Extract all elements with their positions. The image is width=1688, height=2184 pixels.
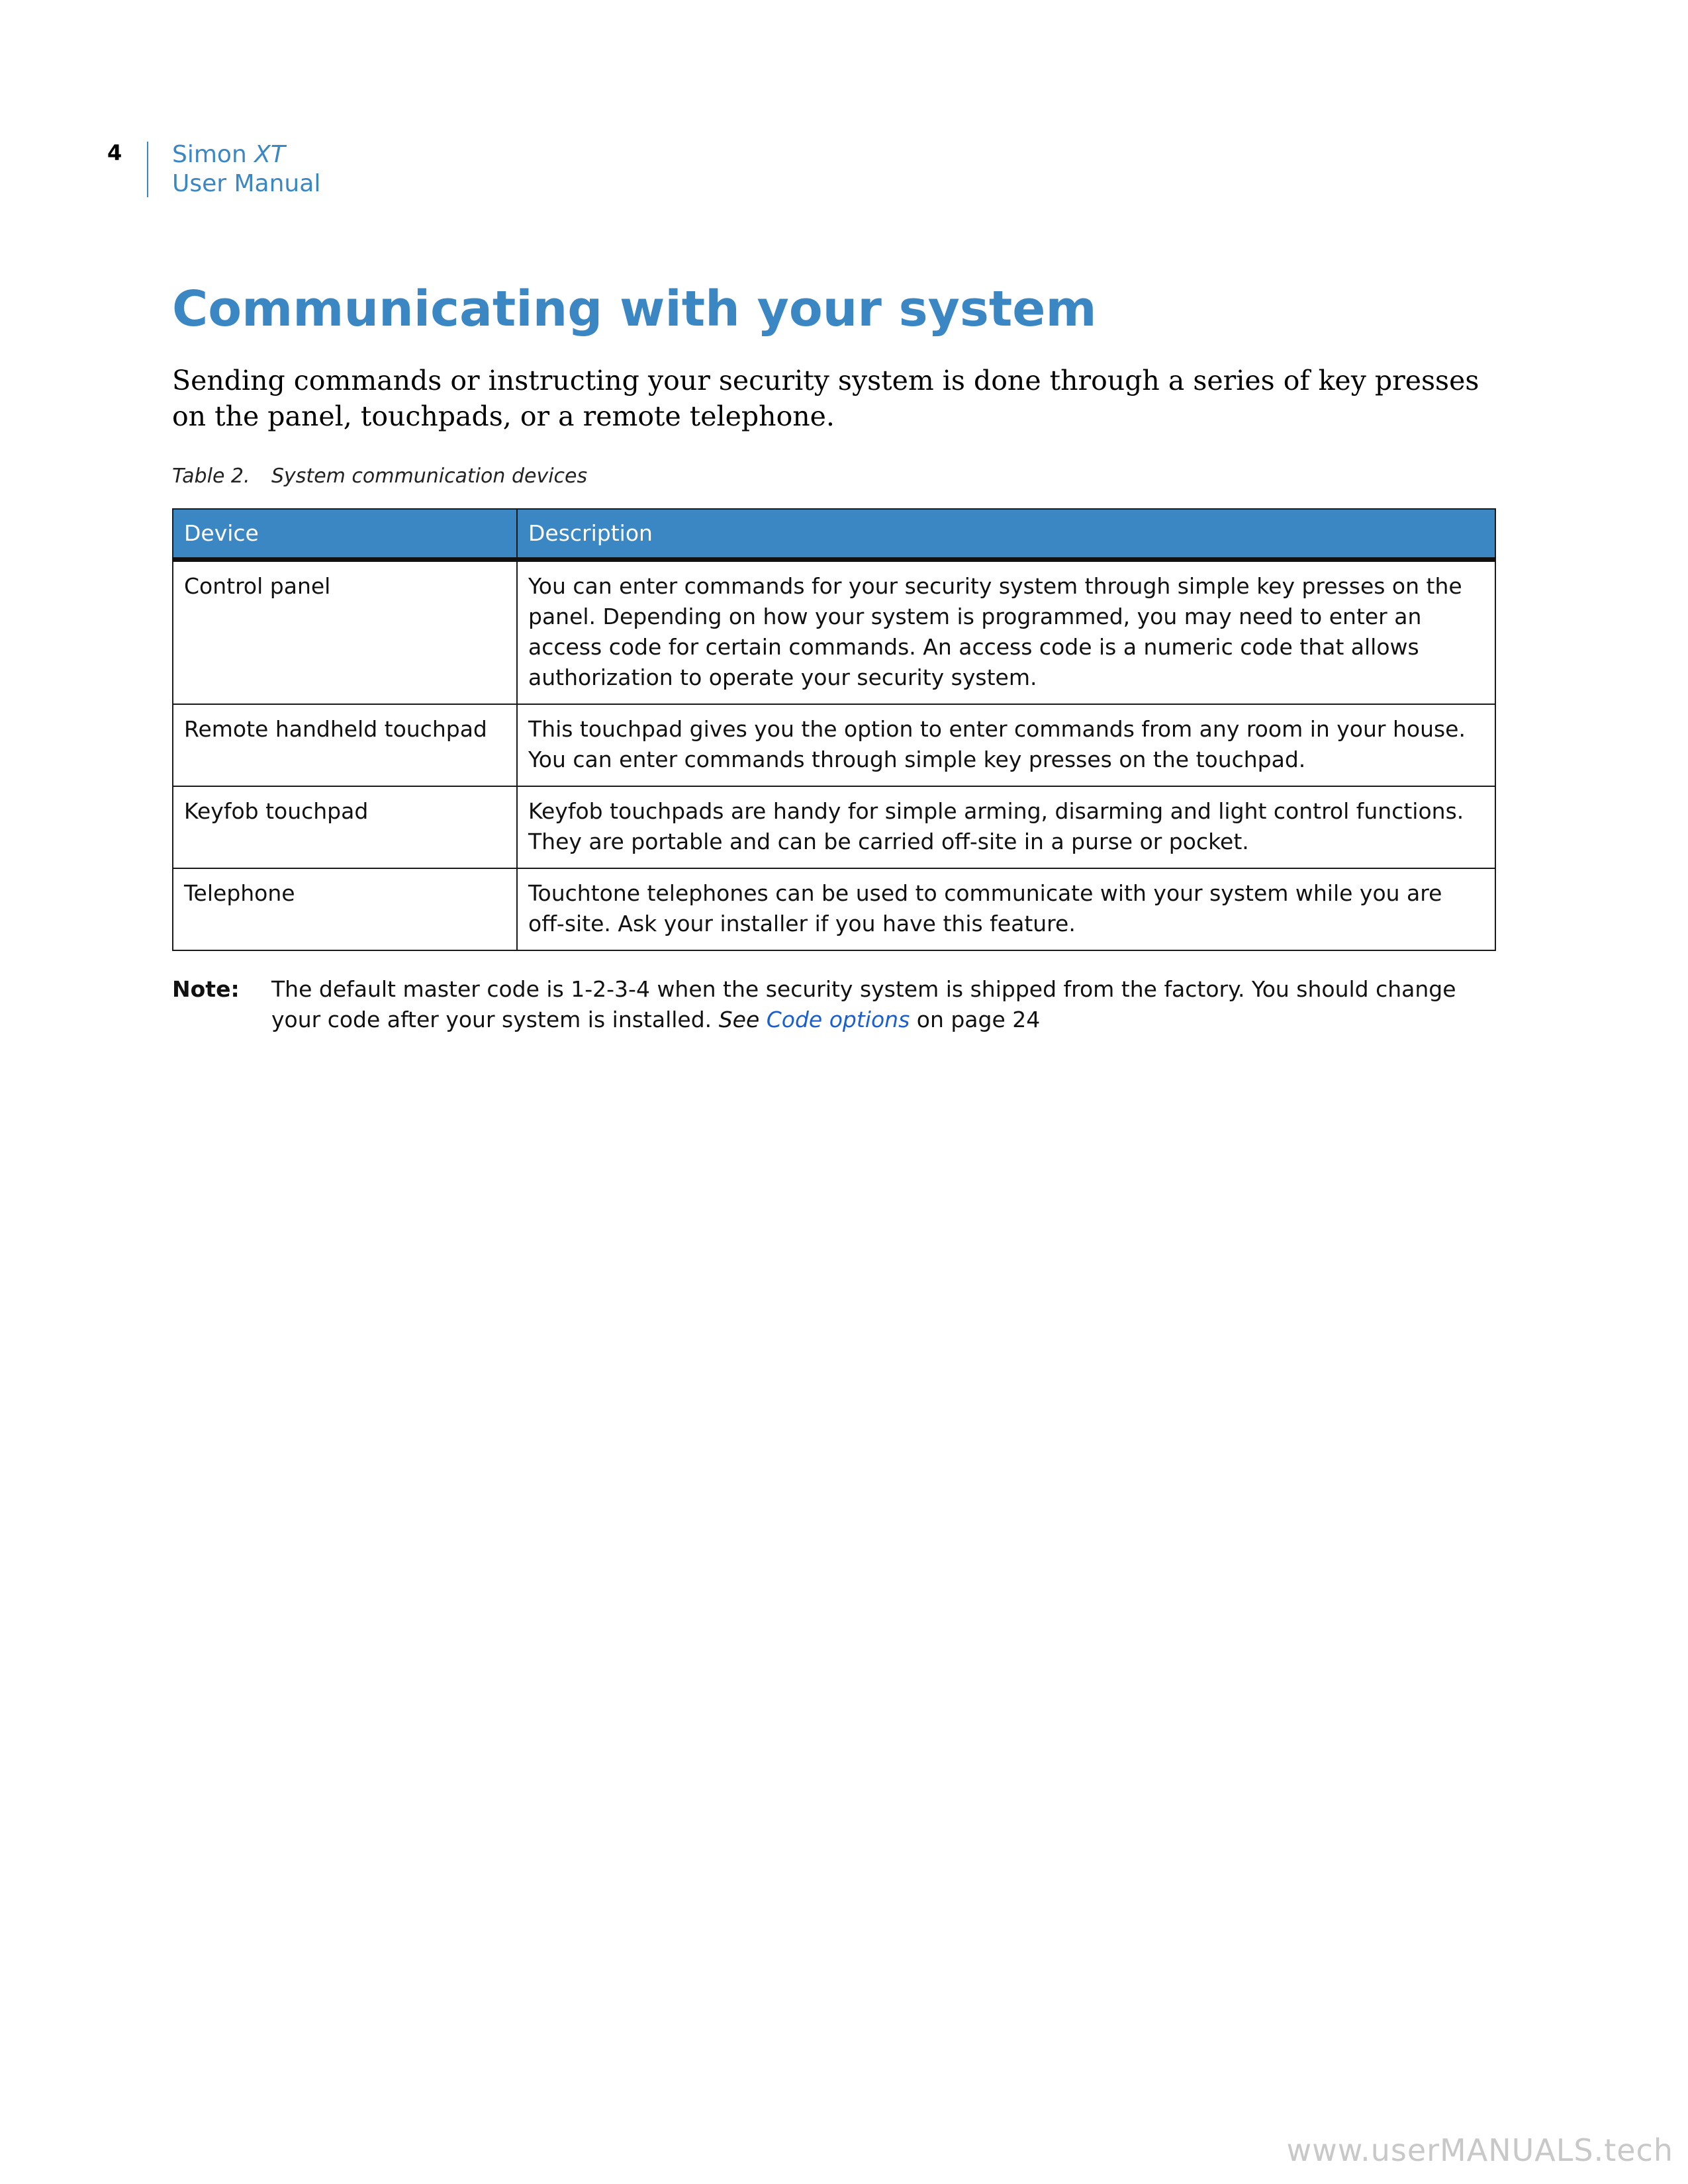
description-cell: This touchpad gives you the option to enter commands from any room in your house. You can enter commands through simple key presses on the touchpad. [517,704,1495,786]
device-cell: Telephone [173,868,517,950]
description-cell: Touchtone telephones can be used to communicate with your system while you are off-site. Ask your installer if you have this feature. [517,868,1495,950]
manual-label: User Manual [172,170,321,197]
table-caption-title: System communication devices [271,465,588,488]
column-header-device: Device [173,509,517,560]
description-cell: Keyfob touchpads are handy for simple arming, disarming and light control functions. They are portable and can be carried off-site in a purse or pocket. [517,786,1495,868]
section-title: Communicating with your system [172,281,1097,338]
running-header [172,140,320,199]
table-header-row [173,509,1495,560]
page-number: 4 [107,140,122,165]
column-header-description: Description [517,509,1495,560]
note-label: Note: [172,976,240,1002]
note-body [271,974,1496,1035]
product-title [172,140,320,169]
note-block [172,974,1496,1035]
table-row [173,560,1495,705]
note-page-ref: on page 24 [916,1007,1041,1032]
table-caption [172,465,588,488]
note-text: The default master code is 1-2-3-4 when the security system is shipped from the factory. You should change your code after your system is installed. [271,976,1456,1032]
note-see: See [718,1007,760,1032]
product-model: XT [254,141,285,168]
section-intro: Sending commands or instructing your security system is done through a series of key presses on the panel, touchpads, or a remote telephone. [172,365,1479,432]
product-name: Simon [172,141,247,168]
device-cell: Keyfob touchpad [173,786,517,868]
table-row [173,786,1495,868]
watermark: www.userMANUALS.tech [1286,2132,1673,2168]
header-divider [147,142,148,197]
device-cell: Control panel [173,560,517,705]
code-options-link[interactable]: Code options [766,1007,910,1032]
table-caption-label: Table 2. [172,465,250,488]
table-row [173,868,1495,950]
description-cell: You can enter commands for your security system through simple key presses on the panel. Depending on how your system is programmed, you may need to enter an access code for certain commands. An access code is a numeric code that allows authorization to operate your security system. [517,560,1495,705]
devices-table [172,508,1496,951]
table-row [173,704,1495,786]
device-cell: Remote handheld touchpad [173,704,517,786]
